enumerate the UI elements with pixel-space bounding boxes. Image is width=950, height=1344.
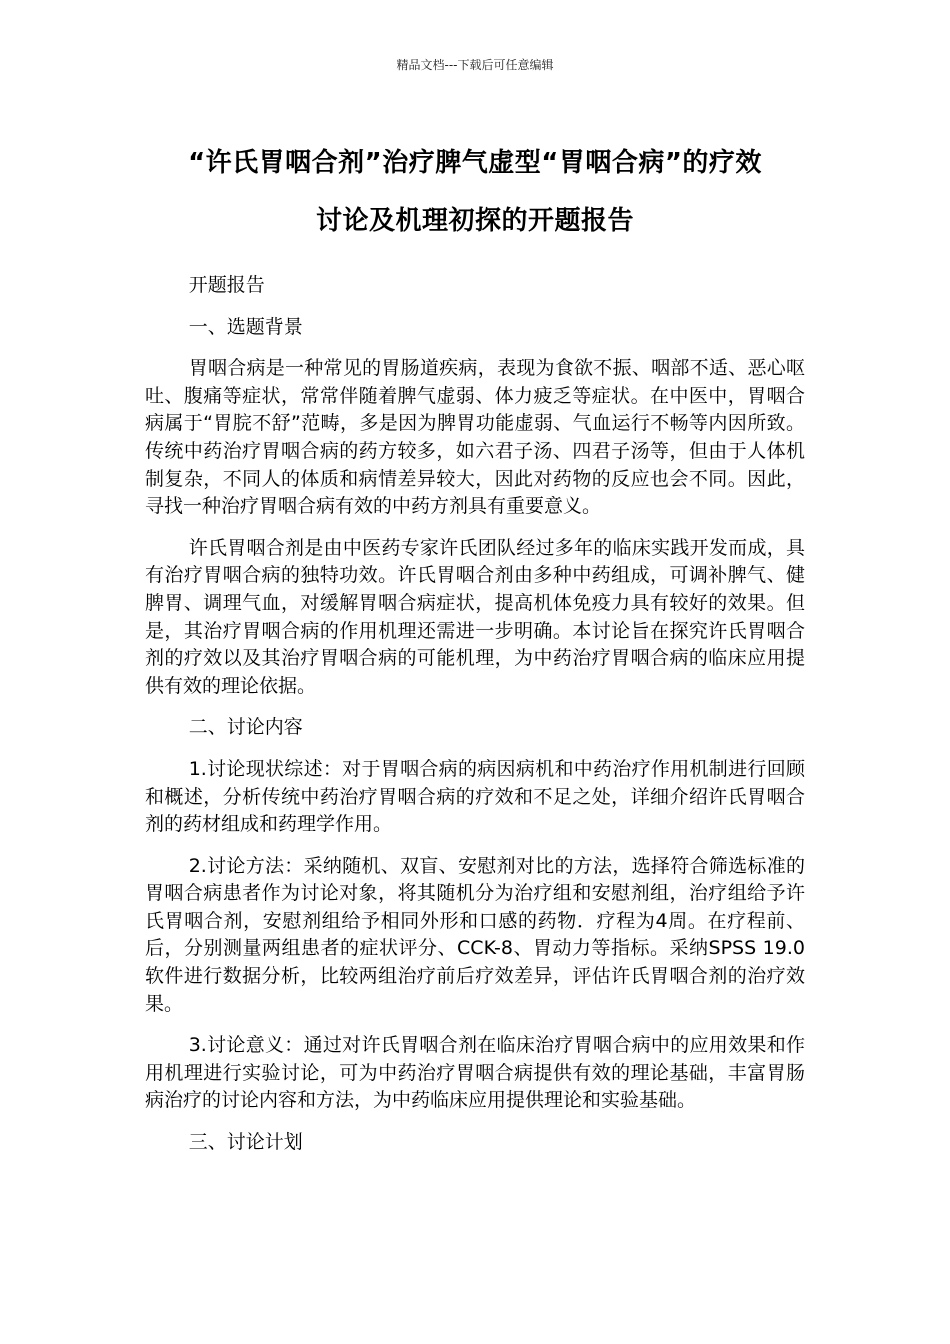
paragraph-content-item-1: 1.讨论现状综述：对于胃咽合病的病因病机和中药治疗作用机制进行回顾和概述，分析传统中药治疗胃咽合病的疗效和不足之处，详细介绍许氏胃咽合剂的药材组成和药理学作用。 [145, 757, 805, 836]
paragraph-content-item-3: 3.讨论意义：通过对许氏胃咽合剂在临床治疗胃咽合病中的应用效果和作用机理进行实验讨论，可为中药治疗胃咽合病提供有效的理论基础，丰富胃肠病治疗的讨论内容和方法，为中药临床应用提供理论和实验基础。 [145, 1034, 805, 1112]
paragraph-background-1: 胃咽合病是一种常见的胃肠道疾病，表现为食欲不振、咽部不适、恶心呕吐、腹痛等症状，常常伴随着脾气虚弱、体力疲乏等症状。在中医中，胃咽合病属于“胃脘不舒”范畴，多是因为脾胃功能虚弱、气血运行不畅等内因所致。传统中药治疗胃咽合病的药方较多，如六君子汤、四君子汤等，但由于人体机制复杂，不同人的体质和病情差异较大，因此对药物的反应也会不同。因此，寻找一种治疗胃咽合病有效的中药方剂具有重要意义。 [145, 357, 805, 518]
section-heading-plan: 三、讨论计划 [188, 1131, 303, 1154]
section-heading-content: 二、讨论内容 [188, 716, 303, 739]
header-note: 精品文档---下载后可任意编辑 [396, 58, 554, 72]
paragraph-content-item-2: 2.讨论方法：采纳随机、双盲、安慰剂对比的方法，选择符合筛选标准的胃咽合病患者作为讨论对象，将其随机分为治疗组和安慰剂组，治疗组给予许氏胃咽合剂，安慰剂组给予相同外形和口感的药物．疗程为4周。在疗程前、后，分别测量两组患者的症状评分、CCK-8、胃动力等指标。采纳SPSS 19.0软件进行数据分析，比较两组治疗前后疗效差异，评估许氏胃咽合剂的治疗效果。 [145, 854, 805, 1015]
title-line-2: 讨论及机理初探的开题报告 [315, 206, 634, 236]
paragraph-background-2: 许氏胃咽合剂是由中医药专家许氏团队经过多年的临床实践开发而成，具有治疗胃咽合病的独特功效。许氏胃咽合剂由多种中药组成，可调补脾气、健脾胃、调理气血，对缓解胃咽合病症状，提高机体免疫力具有较好的效果。但是，其治疗胃咽合病的作用机理还需进一步明确。本讨论旨在探究许氏胃咽合剂的疗效以及其治疗胃咽合病的可能机理，为中药治疗胃咽合病的临床应用提供有效的理论依据。 [145, 536, 805, 697]
report-label: 开题报告 [188, 274, 265, 296]
document-body [145, 272, 805, 1171]
title-line-1: “许氏胃咽合剂”治疗脾气虚型“胃咽合病”的疗效 [188, 148, 762, 178]
section-heading-background: 一、选题背景 [188, 315, 303, 338]
document-title [120, 134, 830, 250]
